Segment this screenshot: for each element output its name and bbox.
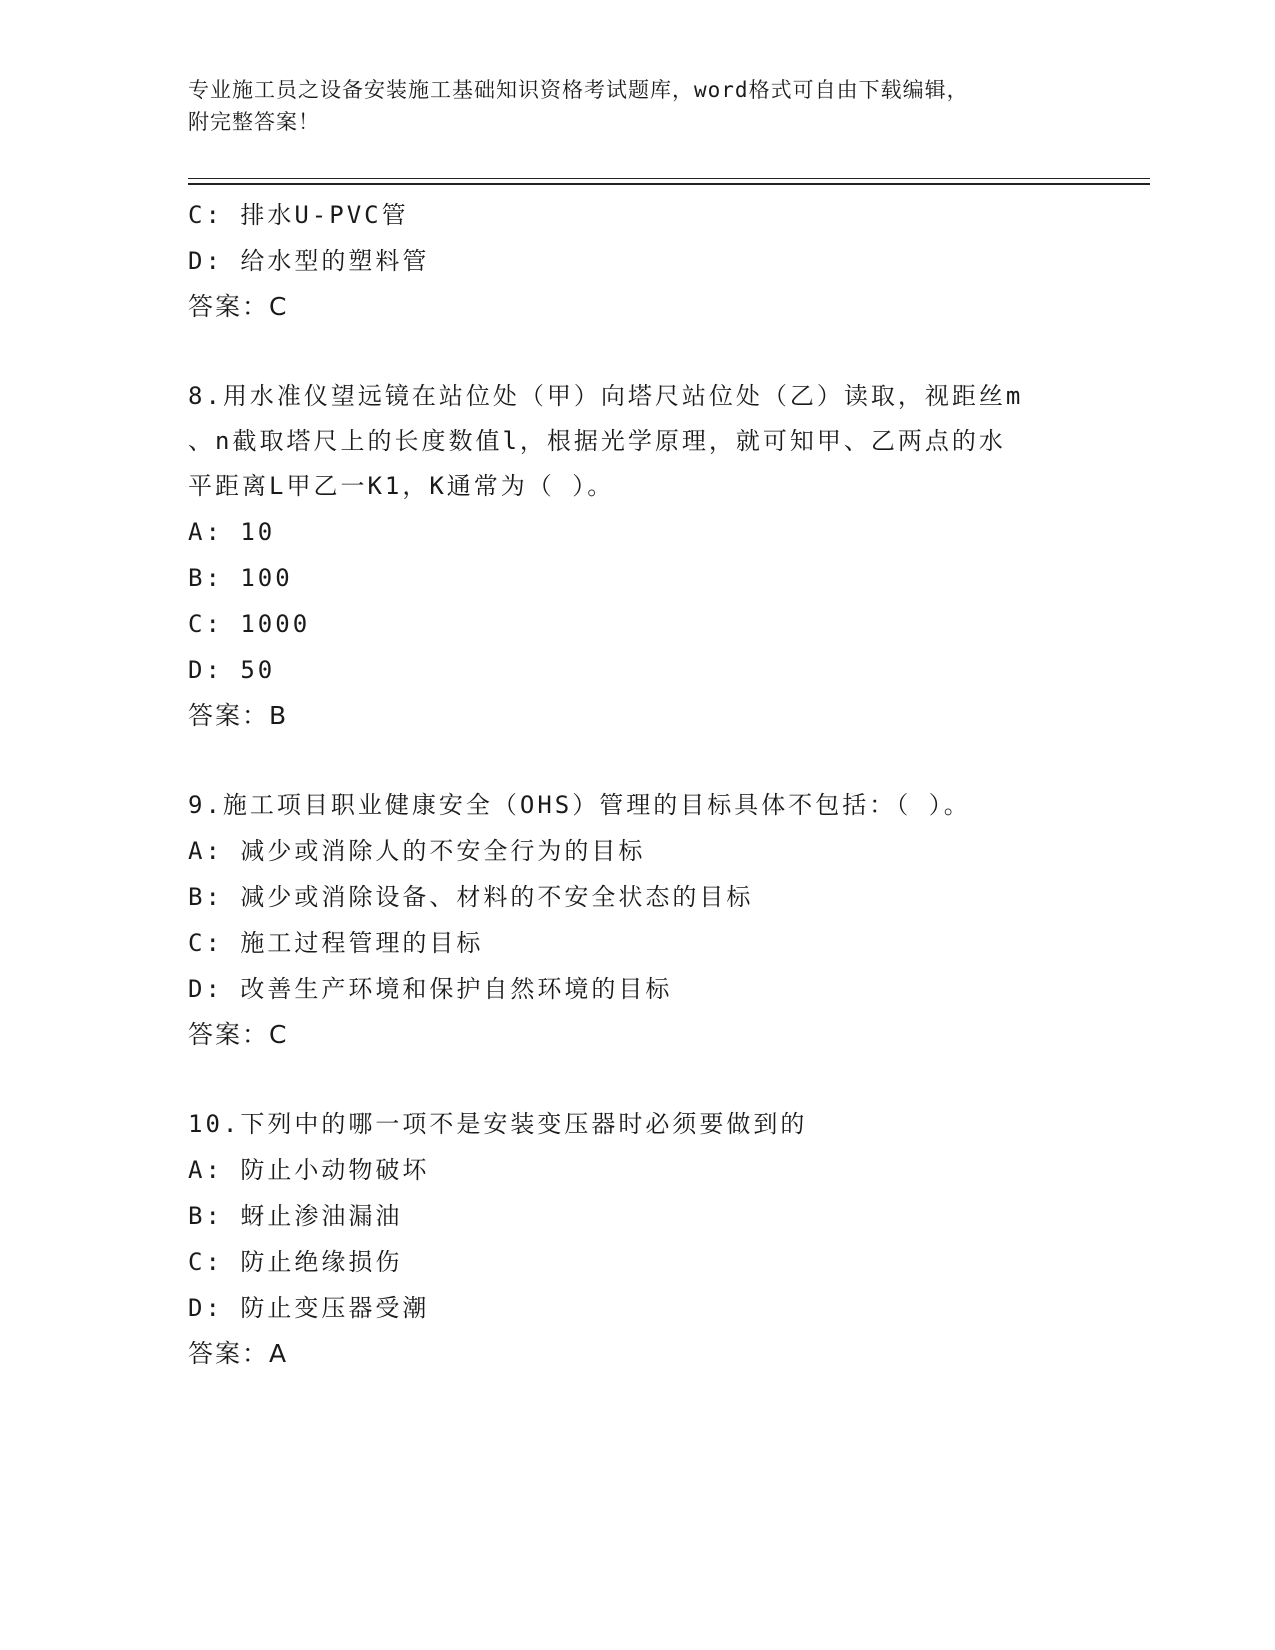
option-d: D: 给水型的塑料管 xyxy=(188,247,430,275)
question-text-line: 、n截取塔尺上的长度数值l，根据光学原理，就可知甲、乙两点的水 xyxy=(188,427,1006,455)
option-a: A: 减少或消除人的不安全行为的目标 xyxy=(188,837,646,865)
question-text-line: 8.用水准仪望远镜在站位处（甲）向塔尺站位处（乙）读取，视距丝m xyxy=(188,382,1024,410)
answer-line: 答案：A xyxy=(188,1339,289,1368)
answer-line: 答案：C xyxy=(188,1020,289,1049)
question-text-line: 平距离L甲乙一K1，K通常为（ ）。 xyxy=(188,472,615,500)
option-d: D: 50 xyxy=(188,656,276,684)
header-divider-thin xyxy=(188,178,1150,179)
option-b: B: 蚜止渗油漏油 xyxy=(188,1202,403,1230)
header-divider-thick xyxy=(188,183,1150,185)
option-d: D: 改善生产环境和保护自然环境的目标 xyxy=(188,975,673,1003)
answer-line: 答案：B xyxy=(188,701,289,730)
question-text-line: 10.下列中的哪一项不是安装变压器时必须要做到的 xyxy=(188,1110,808,1138)
option-a: A: 防止小动物破坏 xyxy=(188,1156,430,1184)
question-block-prev xyxy=(188,192,1108,330)
spacer xyxy=(188,739,1108,783)
document-header xyxy=(188,74,1088,138)
option-d: D: 防止变压器受潮 xyxy=(188,1294,430,1322)
question-text-line: 9.施工项目职业健康安全（OHS）管理的目标具体不包括：（ ）。 xyxy=(188,791,971,819)
option-c: C: 施工过程管理的目标 xyxy=(188,929,484,957)
header-line-2: 附完整答案！ xyxy=(188,110,320,134)
spacer xyxy=(188,330,1108,374)
question-list xyxy=(188,192,1108,1377)
option-c: C: 防止绝缘损伤 xyxy=(188,1248,403,1276)
option-a: A: 10 xyxy=(188,518,276,546)
answer-line: 答案：C xyxy=(188,292,289,321)
option-c: C: 排水U-PVC管 xyxy=(188,201,409,229)
spacer xyxy=(188,1058,1108,1102)
option-b: B: 100 xyxy=(188,564,293,592)
question-block-8 xyxy=(188,374,1108,739)
header-line-1: 专业施工员之设备安装施工基础知识资格考试题库，word格式可自由下载编辑， xyxy=(188,78,969,102)
option-b: B: 减少或消除设备、材料的不安全状态的目标 xyxy=(188,883,754,911)
question-block-10 xyxy=(188,1102,1108,1377)
option-c: C: 1000 xyxy=(188,610,311,638)
question-block-9 xyxy=(188,783,1108,1058)
